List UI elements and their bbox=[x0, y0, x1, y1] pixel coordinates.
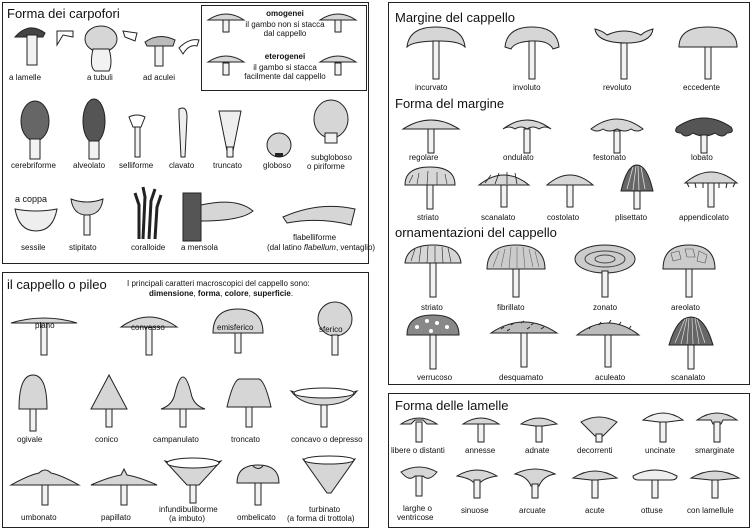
label-piriforme: o piriforme bbox=[307, 162, 345, 171]
omogenei-title: omogenei bbox=[266, 9, 304, 18]
label-festonato: festonato bbox=[593, 153, 626, 162]
label-subgloboso: subgloboso bbox=[311, 153, 352, 162]
label-plisettato: plisettato bbox=[615, 213, 648, 222]
ornamentazioni-title: ornamentazioni del cappello bbox=[395, 225, 557, 240]
label-decorrenti: decorrenti bbox=[577, 446, 613, 455]
label-annesse: annesse bbox=[465, 446, 496, 455]
label-concavo: concavo o depresso bbox=[291, 435, 363, 444]
label-a-tubuli: a tubuli bbox=[87, 73, 113, 82]
note-superficie: superficie bbox=[253, 289, 291, 298]
label-cerebriforme: cerebriforme bbox=[11, 161, 56, 170]
label-a-imbuto: (a imbuto) bbox=[169, 514, 206, 523]
label-umbonato: umbonato bbox=[21, 513, 57, 522]
concavo-figure bbox=[289, 385, 359, 429]
label-libere: libere o distanti bbox=[391, 446, 445, 455]
pileo-note-1: I principali caratteri macroscopici del cappello sono: bbox=[127, 279, 310, 288]
fibrillato-figure bbox=[485, 243, 547, 299]
label-stipitato: stipitato bbox=[69, 243, 97, 252]
scanalato-margine-figure bbox=[477, 169, 531, 209]
note-end: . bbox=[290, 289, 294, 298]
label-piano: piano bbox=[35, 321, 55, 330]
uncinate-figure bbox=[641, 408, 685, 444]
margine-title: Margine del cappello bbox=[395, 10, 515, 25]
scanalato-orn-figure bbox=[665, 315, 717, 371]
label-sinuose: sinuose bbox=[461, 506, 489, 515]
festonato-figure bbox=[589, 113, 645, 155]
label-truncato: truncato bbox=[213, 161, 242, 170]
label-larghe: larghe o bbox=[403, 504, 432, 513]
conico-figure bbox=[87, 373, 131, 429]
label-eccedente: eccedente bbox=[683, 83, 720, 92]
note-colore: colore bbox=[224, 289, 249, 298]
label-scanalato-margine: scanalato bbox=[481, 213, 516, 222]
ombelicato-figure bbox=[235, 461, 281, 507]
omogenei-desc-1: il gambo non si stacca bbox=[245, 20, 325, 29]
label-campanulato: campanulato bbox=[153, 435, 199, 444]
ondulato-figure bbox=[501, 115, 553, 155]
label-smarginate: smarginate bbox=[695, 446, 735, 455]
note-sep-2: , bbox=[220, 289, 225, 298]
label-appendicolato: appendicolato bbox=[679, 213, 729, 222]
label-papillato: papillato bbox=[101, 513, 131, 522]
ottuse-figure bbox=[631, 466, 679, 500]
areolato-figure bbox=[661, 243, 717, 299]
note-sep-1: , bbox=[193, 289, 198, 298]
note-sep-3: , bbox=[248, 289, 254, 298]
infundibuliforme-figure bbox=[163, 455, 223, 505]
alveolato-figure bbox=[79, 99, 109, 161]
label-alveolato: alveolato bbox=[73, 161, 106, 170]
label-adnate: adnate bbox=[525, 446, 550, 455]
omogenei-box bbox=[201, 5, 367, 91]
subgloboso-figure bbox=[311, 99, 351, 145]
note-dimensione: dimensione bbox=[149, 289, 194, 298]
label-globoso: globoso bbox=[263, 161, 292, 170]
label-trottola: (a forma di trottola) bbox=[287, 514, 355, 523]
lamelle-title: Forma delle lamelle bbox=[395, 398, 509, 413]
omogenei-desc-2: dal cappello bbox=[263, 29, 307, 38]
lamellule-figure bbox=[689, 466, 741, 500]
forma-margine-title: Forma del margine bbox=[395, 96, 505, 111]
flab-note-em: flabellum bbox=[303, 243, 336, 252]
coralloide-figure bbox=[133, 185, 163, 241]
label-sferico: sferico bbox=[319, 325, 343, 334]
globoso-figure bbox=[263, 131, 295, 157]
lamelle-mushroom-figure bbox=[11, 23, 81, 73]
pileo-panel bbox=[2, 272, 369, 528]
flabelliforme-note bbox=[267, 243, 375, 252]
sessile-figure bbox=[13, 205, 59, 233]
libere-figure bbox=[399, 414, 439, 444]
regolare-figure bbox=[401, 115, 461, 155]
label-ogivale: ogivale bbox=[17, 435, 43, 444]
label-ad-aculei: ad aculei bbox=[143, 73, 176, 82]
label-coralloide: coralloide bbox=[131, 243, 166, 252]
carpofori-title: Forma dei carpofori bbox=[7, 6, 120, 21]
annesse-figure bbox=[461, 414, 501, 444]
truncato-figure bbox=[217, 107, 243, 159]
troncato-figure bbox=[225, 375, 273, 429]
margine-panel bbox=[388, 2, 750, 385]
pileo-title: il cappello o pileo bbox=[7, 277, 107, 292]
aculeato-figure bbox=[575, 315, 641, 369]
revoluto-figure bbox=[593, 25, 655, 81]
ogivale-figure bbox=[15, 373, 51, 433]
label-turbinato: turbinato bbox=[309, 505, 341, 514]
eterogenei-desc-1: il gambo si stacca bbox=[253, 63, 317, 72]
label-ondulato: ondulato bbox=[503, 153, 534, 162]
papillato-figure bbox=[89, 467, 159, 507]
flab-note-post: , ventaglio) bbox=[335, 243, 376, 252]
mensola-figure bbox=[181, 191, 257, 243]
label-scanalato-orn: scanalato bbox=[671, 373, 706, 382]
larghe-figure bbox=[399, 464, 439, 498]
verrucoso-figure bbox=[405, 313, 461, 371]
tubuli-mushroom-figure bbox=[83, 23, 143, 75]
desquamato-figure bbox=[489, 315, 559, 369]
pileo-note-2 bbox=[149, 289, 293, 298]
aculei-mushroom-figure bbox=[143, 28, 203, 73]
label-a-lamelle: a lamelle bbox=[9, 73, 42, 82]
lobato-figure bbox=[673, 113, 735, 155]
label-revoluto: revoluto bbox=[603, 83, 632, 92]
eterogenei-title: eterogenei bbox=[264, 52, 306, 61]
label-arcuate: arcuate bbox=[519, 506, 546, 515]
label-involuto: involuto bbox=[513, 83, 541, 92]
label-convesso: convesso bbox=[131, 323, 165, 332]
label-verrucoso: verrucoso bbox=[417, 373, 453, 382]
label-areolato: areolato bbox=[671, 303, 700, 312]
adnate-figure bbox=[519, 414, 559, 444]
carpofori-panel bbox=[2, 2, 376, 264]
decorrenti-figure bbox=[579, 414, 619, 444]
appendicolato-figure bbox=[683, 165, 739, 209]
flab-note-pre: (dal latino bbox=[267, 243, 304, 252]
label-striato-margine: striato bbox=[417, 213, 439, 222]
striato-orn-figure bbox=[403, 243, 463, 299]
flabelliforme-figure bbox=[279, 199, 359, 229]
label-troncato: troncato bbox=[231, 435, 260, 444]
label-flabelliforme: flabelliforme bbox=[293, 233, 337, 242]
label-ventricose: ventricose bbox=[397, 513, 434, 522]
label-a-coppa: a coppa bbox=[15, 194, 48, 204]
label-ottuse: ottuse bbox=[641, 506, 663, 515]
label-aculeato: aculeato bbox=[595, 373, 626, 382]
label-infundibuliborme: infundibuliborme bbox=[159, 505, 218, 514]
label-uncinate: uncinate bbox=[645, 446, 676, 455]
convesso-figure bbox=[119, 313, 179, 357]
piano-figure bbox=[9, 313, 79, 357]
note-forma: forma bbox=[197, 289, 221, 298]
costolato-figure bbox=[545, 169, 595, 209]
smarginate-figure bbox=[695, 408, 739, 444]
incurvato-figure bbox=[405, 25, 467, 81]
zonato-figure bbox=[573, 243, 637, 299]
umbonato-figure bbox=[9, 467, 81, 507]
lamelle-panel bbox=[388, 393, 750, 528]
label-con-lamellule: con lamellule bbox=[687, 506, 734, 515]
selliforme-figure bbox=[127, 113, 147, 159]
label-emisferico: emisferico bbox=[217, 323, 254, 332]
label-lobato: lobato bbox=[691, 153, 713, 162]
plisettato-figure bbox=[617, 163, 657, 211]
clavato-figure bbox=[175, 107, 191, 159]
label-fibrillato: fibrillato bbox=[497, 303, 525, 312]
sinuose-figure bbox=[455, 466, 499, 500]
label-selliforme: selliforme bbox=[119, 161, 154, 170]
turbinato-figure bbox=[301, 453, 357, 499]
label-regolare: regolare bbox=[409, 153, 439, 162]
arcuate-figure bbox=[513, 466, 557, 500]
label-clavato: clavato bbox=[169, 161, 195, 170]
label-desquamato: desquamato bbox=[499, 373, 544, 382]
label-costolato: costolato bbox=[547, 213, 580, 222]
label-acute: acute bbox=[585, 506, 605, 515]
label-zonato: zonato bbox=[593, 303, 618, 312]
involuto-figure bbox=[501, 25, 563, 81]
cerebriforme-figure bbox=[17, 101, 53, 161]
label-sessile: sessile bbox=[21, 243, 46, 252]
acute-figure bbox=[571, 466, 619, 500]
eccedente-figure bbox=[677, 25, 739, 81]
label-incurvato: incurvato bbox=[415, 83, 448, 92]
stipitato-figure bbox=[67, 193, 107, 239]
striato-margine-figure bbox=[403, 165, 457, 211]
label-ombelicato: ombelicato bbox=[237, 513, 276, 522]
label-striato-orn: striato bbox=[421, 303, 443, 312]
campanulato-figure bbox=[159, 375, 207, 429]
label-a-mensola: a mensola bbox=[181, 243, 218, 252]
eterogenei-desc-2: facilmente dal cappello bbox=[244, 72, 326, 81]
label-conico: conico bbox=[95, 435, 119, 444]
